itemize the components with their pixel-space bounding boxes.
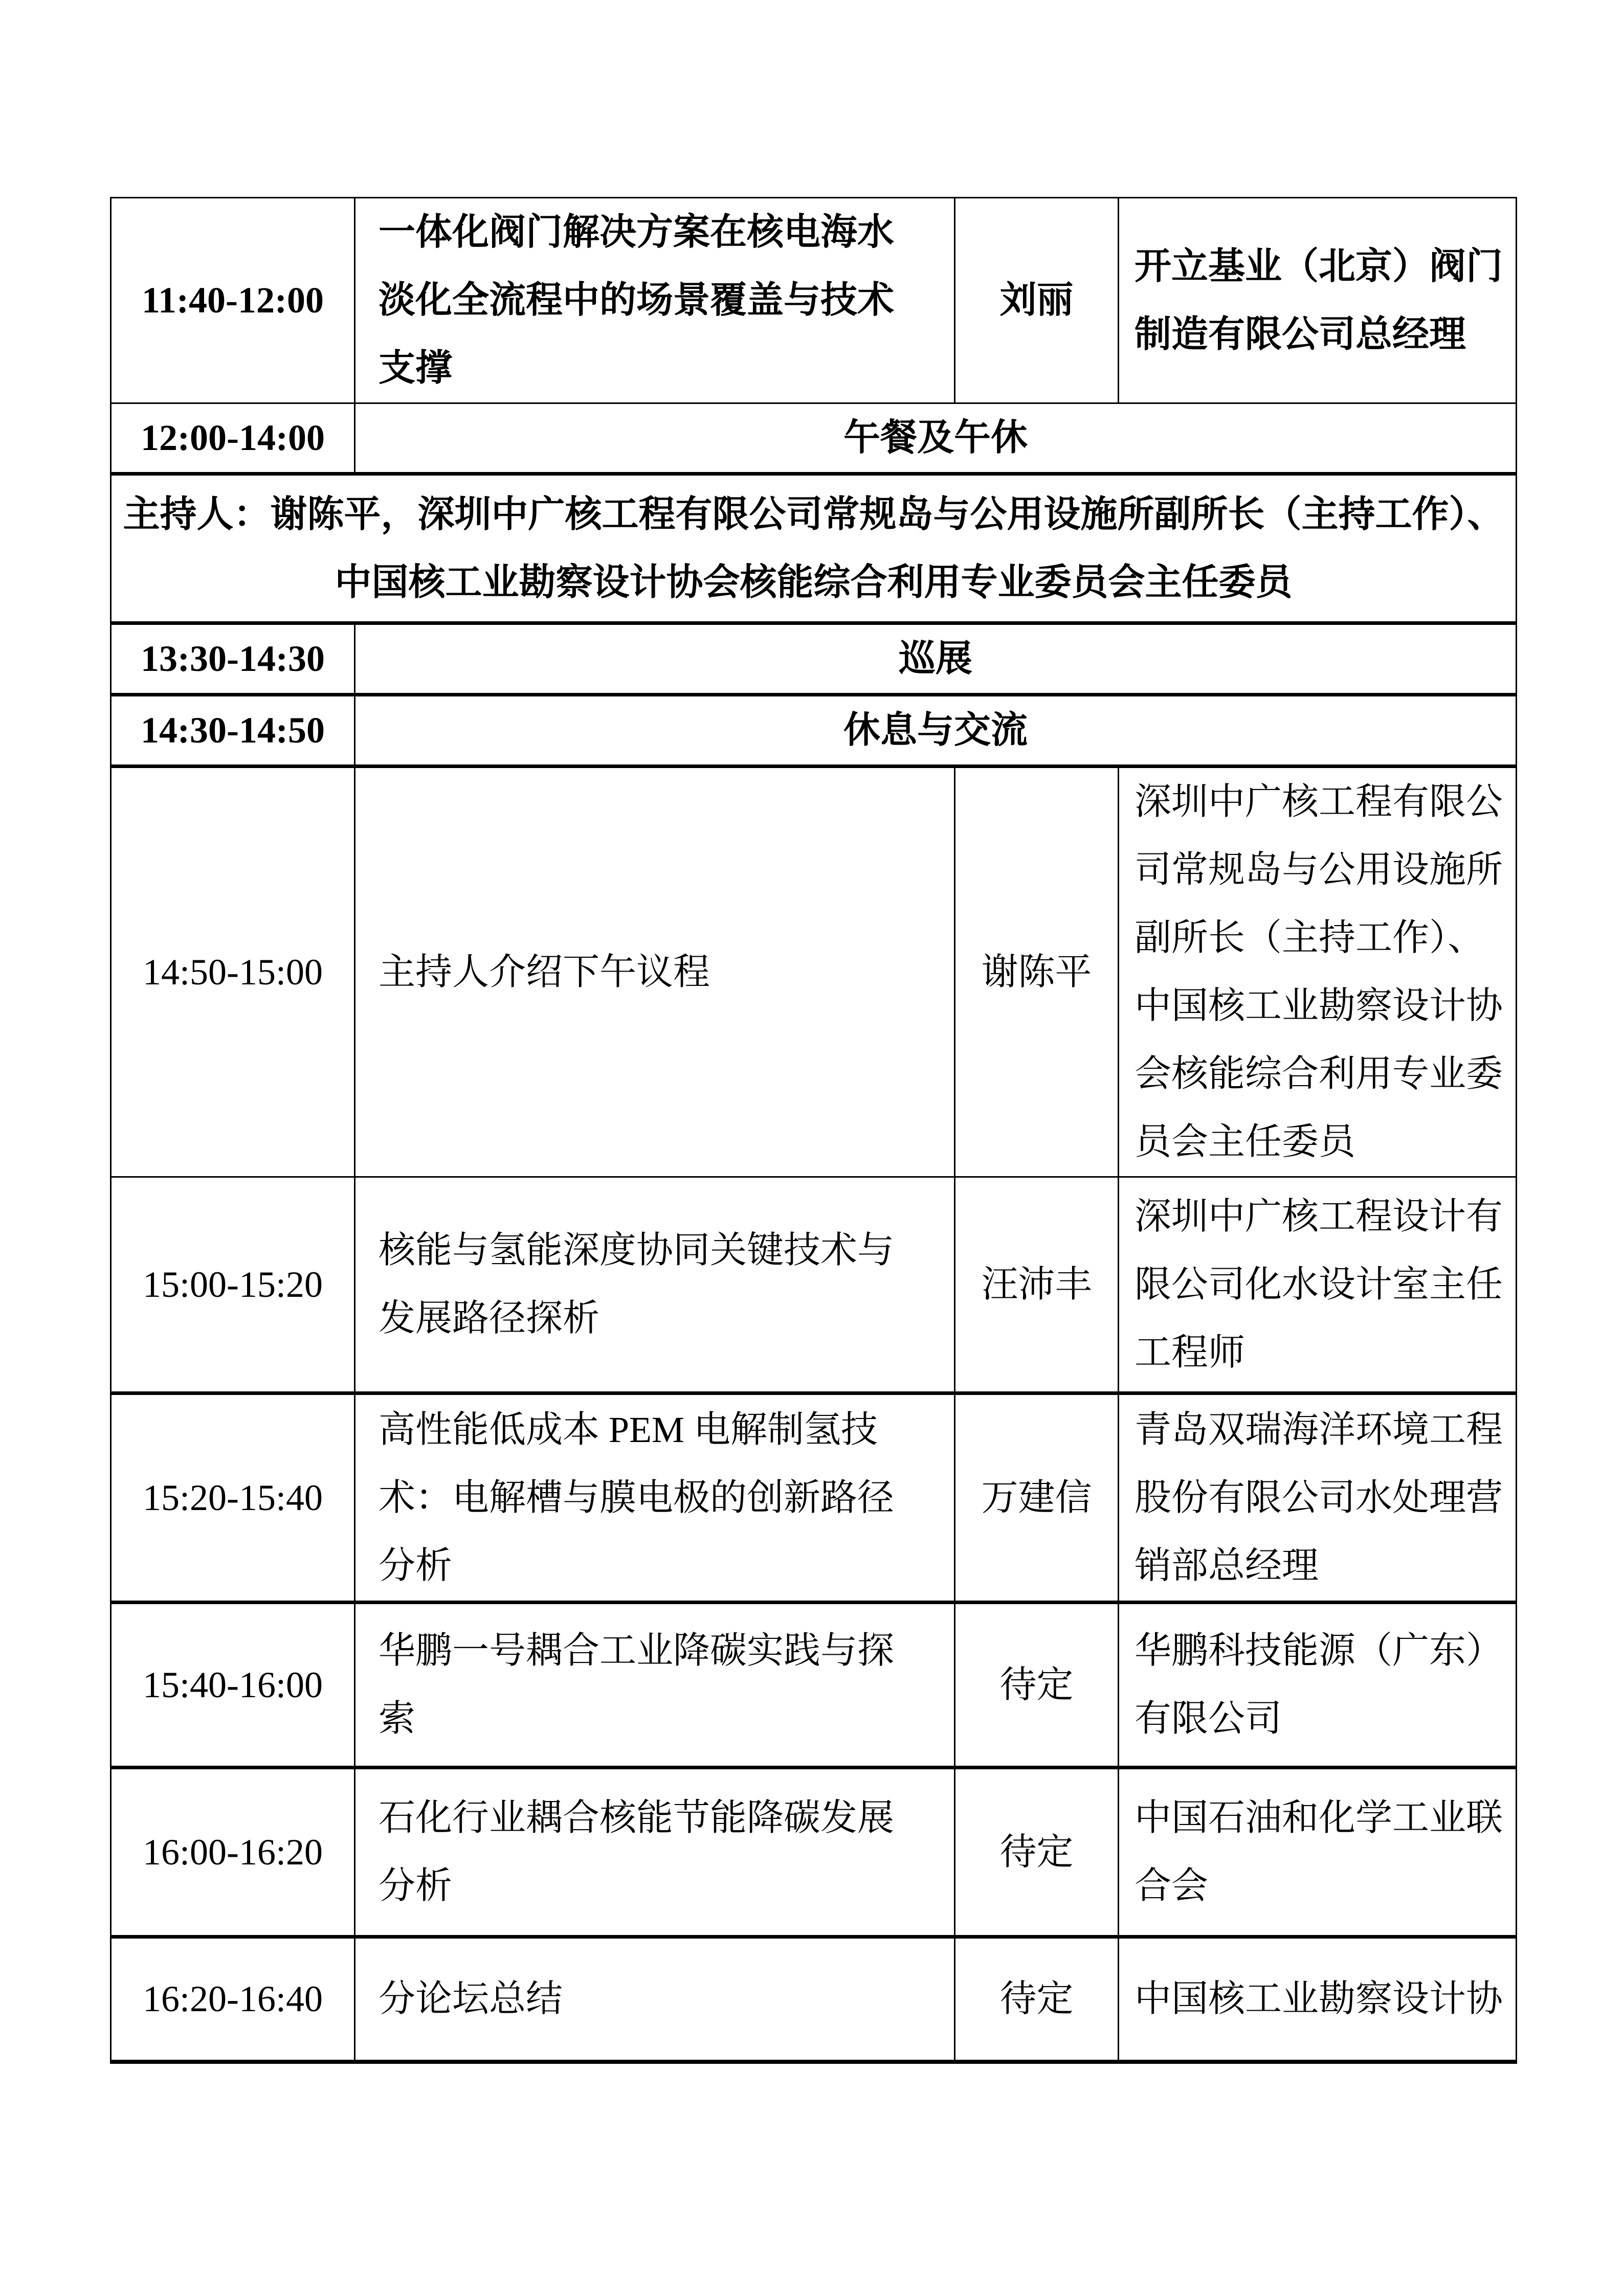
topic-cell: 核能与氢能深度协同关键技术与发展路径探析 xyxy=(355,1177,955,1393)
affiliation-cell: 开立基业（北京）阀门制造有限公司总经理 xyxy=(1119,198,1517,403)
time-cell: 15:40-16:00 xyxy=(111,1603,355,1768)
agenda-row xyxy=(111,198,1517,403)
affiliation-cell: 深圳中广核工程设计有限公司化水设计室主任工程师 xyxy=(1119,1177,1517,1393)
moderator-line-1: 主持人：谢陈平，深圳中广核工程有限公司常规岛与公用设施所副所长（主持工作）、 xyxy=(123,493,1504,535)
agenda-row xyxy=(111,1937,1517,2062)
rest-break-cell: 休息与交流 xyxy=(355,695,1517,767)
time-cell: 14:30-14:50 xyxy=(111,695,355,767)
speaker-cell: 待定 xyxy=(955,1603,1119,1768)
topic-cell: 一体化阀门解决方案在核电海水淡化全流程中的场景覆盖与技术支撑 xyxy=(355,198,955,403)
agenda-row-moderator xyxy=(111,474,1517,623)
lunch-break-cell: 午餐及午休 xyxy=(355,403,1517,474)
speaker-cell: 待定 xyxy=(955,1937,1119,2062)
agenda-table xyxy=(110,197,1517,2064)
agenda-row xyxy=(111,1393,1517,1603)
agenda-row xyxy=(111,1177,1517,1393)
time-cell: 15:00-15:20 xyxy=(111,1177,355,1393)
moderator-line-2: 中国核工业勘察设计协会核能综合利用专业委员会主任委员 xyxy=(335,561,1293,603)
speaker-cell: 待定 xyxy=(955,1768,1119,1937)
topic-cell: 石化行业耦合核能节能降碳发展分析 xyxy=(355,1768,955,1937)
affiliation-cell: 深圳中广核工程有限公司常规岛与公用设施所副所长（主持工作）、中国核工业勘察设计协会核能综合利用专业委员会主任委员 xyxy=(1119,767,1517,1177)
exhibition-cell: 巡展 xyxy=(355,623,1517,695)
agenda-row xyxy=(111,1603,1517,1768)
speaker-cell: 万建信 xyxy=(955,1393,1119,1603)
time-cell: 11:40-12:00 xyxy=(111,198,355,403)
topic-cell: 华鹏一号耦合工业降碳实践与探索 xyxy=(355,1603,955,1768)
topic-cell: 分论坛总结 xyxy=(355,1937,955,2062)
time-cell: 12:00-14:00 xyxy=(111,403,355,474)
affiliation-cell: 中国石油和化学工业联合会 xyxy=(1119,1768,1517,1937)
agenda-row-rest xyxy=(111,695,1517,767)
affiliation-cell: 中国核工业勘察设计协 xyxy=(1119,1937,1517,2062)
speaker-cell: 汪沛丰 xyxy=(955,1177,1119,1393)
time-cell: 13:30-14:30 xyxy=(111,623,355,695)
speaker-cell: 谢陈平 xyxy=(955,767,1119,1177)
speaker-cell: 刘丽 xyxy=(955,198,1119,403)
topic-cell: 主持人介绍下午议程 xyxy=(355,767,955,1177)
time-cell: 15:20-15:40 xyxy=(111,1393,355,1603)
time-cell: 14:50-15:00 xyxy=(111,767,355,1177)
time-cell: 16:00-16:20 xyxy=(111,1768,355,1937)
affiliation-cell: 青岛双瑞海洋环境工程股份有限公司水处理营销部总经理 xyxy=(1119,1393,1517,1603)
agenda-row xyxy=(111,1768,1517,1937)
time-cell: 16:20-16:40 xyxy=(111,1937,355,2062)
agenda-row xyxy=(111,767,1517,1177)
affiliation-cell: 华鹏科技能源（广东）有限公司 xyxy=(1119,1603,1517,1768)
agenda-row-lunch xyxy=(111,403,1517,474)
moderator-cell xyxy=(111,474,1517,623)
agenda-row-exhibition xyxy=(111,623,1517,695)
topic-cell: 高性能低成本 PEM 电解制氢技术：电解槽与膜电极的创新路径分析 xyxy=(355,1393,955,1603)
